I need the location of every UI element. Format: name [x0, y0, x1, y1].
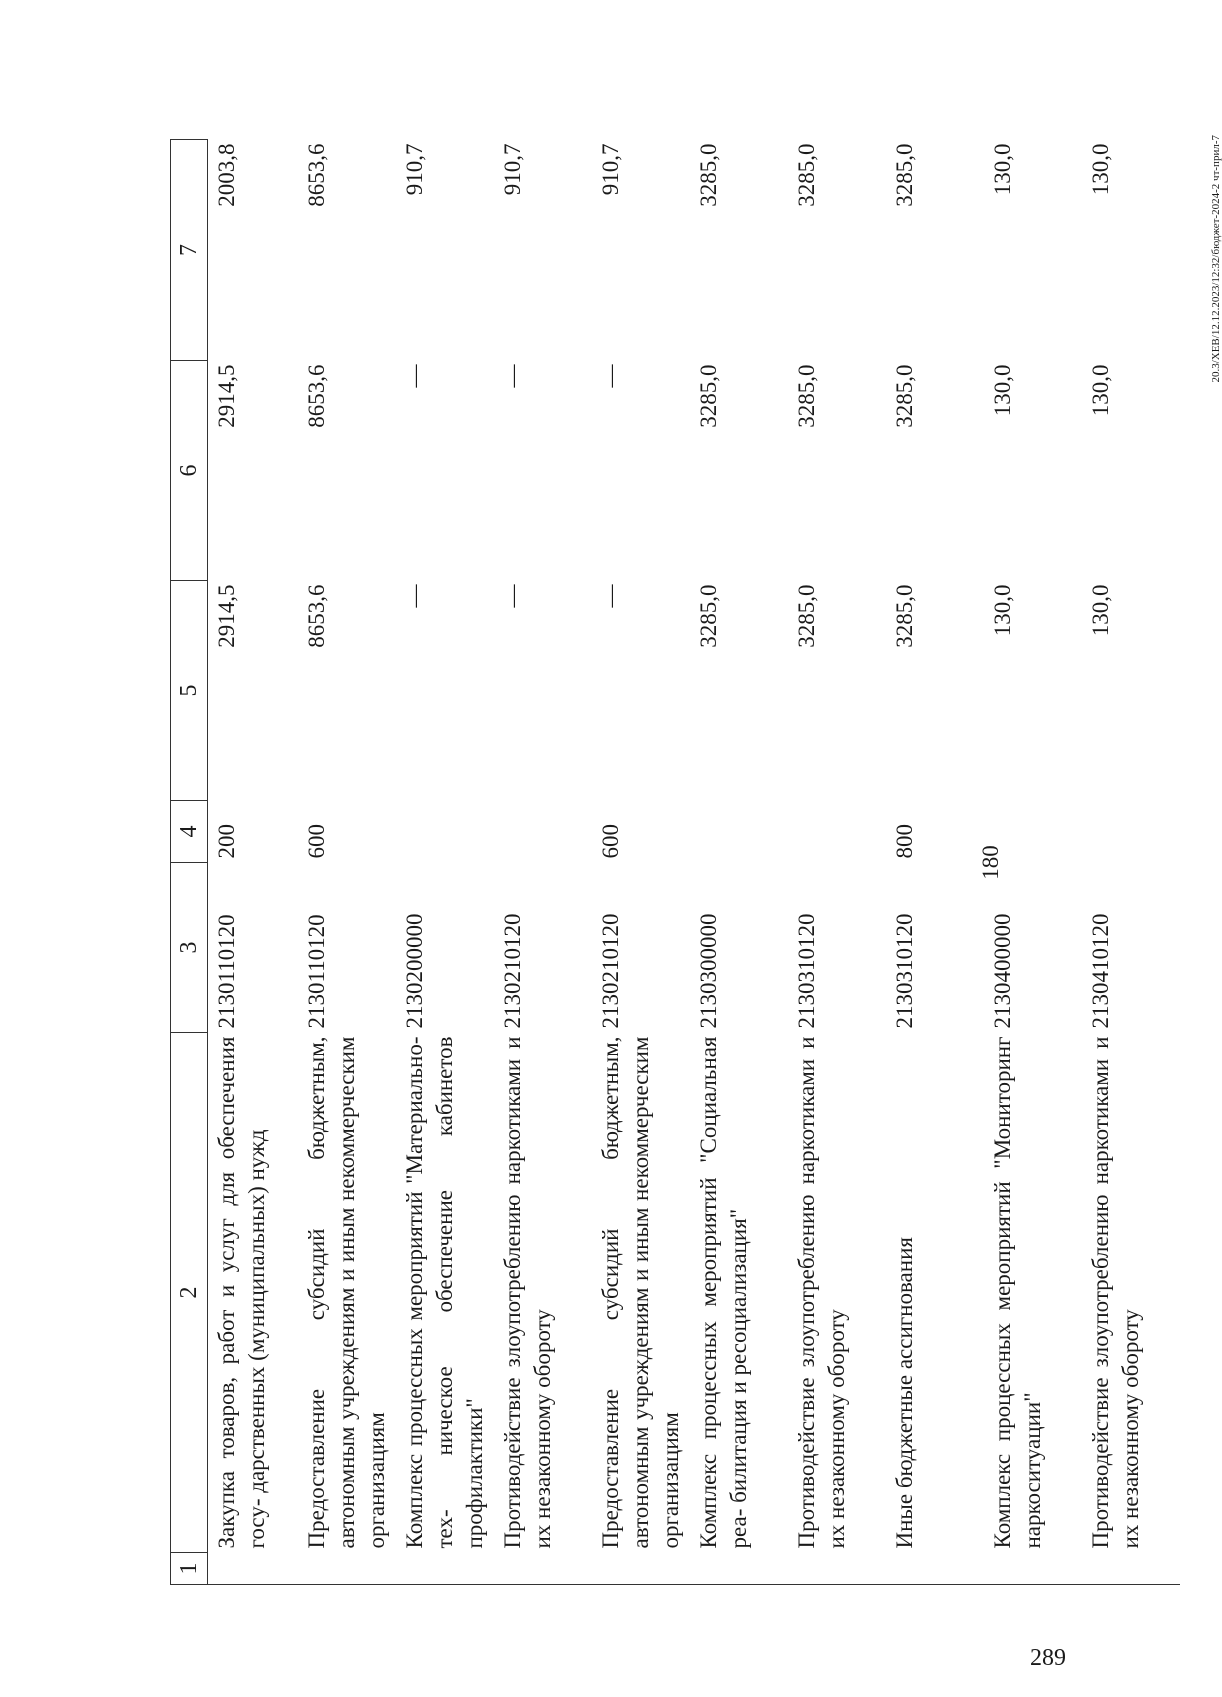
description-cell: Иные бюджетные ассигнования [891, 1237, 917, 1549]
description-cell: Предоставление субсидий бюджетным, автономным учреждениям и иным некоммерческим организациям [303, 1036, 389, 1549]
amount-cell: 130,0 [1087, 364, 1113, 417]
description-cell: Комплекс процессных мероприятий "Материально-тех- ническое обеспечение кабинетов профилактики" [401, 1036, 487, 1549]
target-code-cell: 2130300000 [695, 913, 721, 1029]
amount-cell: 3285,0 [793, 364, 819, 428]
amount-cell: 3285,0 [695, 584, 721, 648]
column-header: 4 [171, 801, 208, 863]
expense-type-cell [1082, 801, 1180, 863]
table-row [494, 140, 592, 1585]
column-header: 7 [171, 140, 208, 361]
amount-cell: 3285,0 [695, 143, 721, 207]
amount-cell: 910,7 [499, 143, 525, 196]
expense-type-cell [396, 801, 494, 863]
rotated-page-content [170, 135, 1222, 1585]
amount-cell: — [597, 584, 623, 608]
column-header: 3 [171, 863, 208, 1033]
page-number: 180 [978, 845, 1003, 880]
amount-cell: 130,0 [1087, 143, 1113, 196]
column-header: 6 [171, 361, 208, 581]
table-row [788, 140, 886, 1585]
description-cell: Противодействие злоупотреблению наркотиками и их незаконному обороту [499, 1036, 555, 1549]
description-cell: Комплекс процессных мероприятий "Социальная реа- билитация и ресоциализация" [695, 1036, 751, 1549]
target-code-cell: 2130310120 [891, 913, 917, 1029]
expense-type-cell: 600 [303, 824, 329, 859]
row-number-cell [592, 1553, 690, 1585]
row-number-cell [984, 1553, 1082, 1585]
expense-type-cell [690, 801, 788, 863]
amount-cell: — [499, 364, 525, 388]
target-code-cell: 2130210120 [499, 913, 525, 1029]
expense-type-cell: 800 [891, 824, 917, 859]
description-cell: Предоставление субсидий бюджетным, автономным учреждениям и иным некоммерческим организациям [597, 1036, 683, 1549]
amount-cell: 3285,0 [891, 364, 917, 428]
row-number-cell [208, 1553, 298, 1585]
table-row [208, 140, 298, 1585]
target-code-cell: 2130410120 [1087, 913, 1113, 1029]
row-number-cell [886, 1553, 984, 1585]
amount-cell: 2914,5 [214, 584, 239, 648]
row-number-cell [690, 1553, 788, 1585]
target-code-cell: 2130400000 [989, 913, 1015, 1029]
amount-cell: 130,0 [989, 143, 1015, 196]
table-row [690, 140, 788, 1585]
row-number-cell [396, 1553, 494, 1585]
column-header: 1 [171, 1553, 208, 1585]
amount-cell: 8653,6 [303, 584, 329, 648]
sheet-number: 289 [1030, 1645, 1066, 1671]
table-row [886, 140, 984, 1585]
amount-cell: 130,0 [989, 584, 1015, 637]
expense-type-cell [788, 801, 886, 863]
target-code-cell: 2130310120 [793, 913, 819, 1029]
row-number-cell [1082, 1553, 1180, 1585]
table-row [396, 140, 494, 1585]
document-reference-code: 20.3/ХЕВ/12.12.2023/12:32/бюджет-2024-2 чт-прил-7 [1210, 135, 1222, 383]
amount-cell: 3285,0 [793, 143, 819, 207]
amount-cell: 2914,5 [214, 364, 239, 428]
table-header-row [171, 140, 208, 1585]
expense-type-cell: 200 [214, 824, 239, 859]
column-header: 2 [171, 1033, 208, 1553]
amount-cell: 8653,6 [303, 364, 329, 428]
target-code-cell: 2130200000 [401, 913, 427, 1029]
amount-cell: — [401, 584, 427, 608]
description-cell: Комплекс процессных мероприятий "Мониторинг наркоситуации" [989, 1036, 1045, 1549]
amount-cell: 910,7 [401, 143, 427, 196]
table-row [1082, 140, 1180, 1585]
amount-cell: 3285,0 [891, 584, 917, 648]
row-number-cell [494, 1553, 592, 1585]
expense-type-cell [984, 801, 1082, 863]
amount-cell: 3285,0 [793, 584, 819, 648]
description-cell: Противодействие злоупотреблению наркотиками и их незаконному обороту [1087, 1036, 1143, 1549]
description-cell: Закупка товаров, работ и услуг для обеспечения госу- дарственных (муниципальных) нужд [214, 1036, 269, 1549]
amount-cell: 3285,0 [695, 364, 721, 428]
amount-cell: 2003,8 [214, 143, 239, 207]
target-code-cell: 2130110120 [214, 914, 239, 1029]
expense-type-cell [494, 801, 592, 863]
table-row [592, 140, 690, 1585]
target-code-cell: 2130110120 [303, 914, 329, 1029]
table-row [984, 140, 1082, 1585]
expense-type-cell: 600 [597, 824, 623, 859]
amount-cell: 910,7 [597, 143, 623, 196]
description-cell: Противодействие злоупотреблению наркотиками и их незаконному обороту [793, 1036, 849, 1549]
amount-cell: 3285,0 [891, 143, 917, 207]
amount-cell: — [597, 364, 623, 388]
amount-cell: 130,0 [989, 364, 1015, 417]
amount-cell: — [401, 364, 427, 388]
row-number-cell [788, 1553, 886, 1585]
target-code-cell: 2130210120 [597, 913, 623, 1029]
amount-cell: 8653,6 [303, 143, 329, 207]
budget-table [170, 139, 1180, 1585]
column-header: 5 [171, 581, 208, 801]
amount-cell: 130,0 [1087, 584, 1113, 637]
amount-cell: — [499, 584, 525, 608]
row-number-cell [298, 1553, 396, 1585]
table-row [298, 140, 396, 1585]
